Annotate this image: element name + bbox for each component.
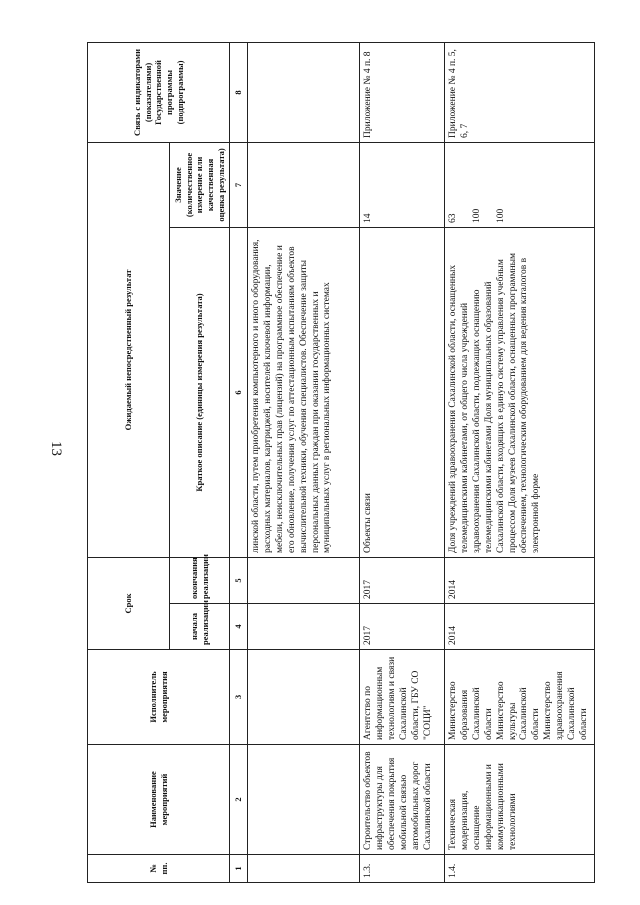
header-expected-value: Значение (количественное измерение или качественная оценка результата) xyxy=(170,142,230,227)
row-link: Приложение № 4 п. 5, 6, 7 xyxy=(445,42,595,142)
row-start: 2017 xyxy=(360,604,445,650)
row-name xyxy=(248,745,360,855)
header-expected: Ожидаемый непосредственный результат xyxy=(88,142,170,557)
column-number-row xyxy=(230,42,248,882)
header-term: Срок xyxy=(88,557,170,649)
row-start: 2014 xyxy=(445,604,595,650)
row-description: линской области, путем приобретения компьютерного и иного оборудования, расходных материалов, картриджей, носителей ключевой информации, мебели, неисключительных прав (лицензий) на программное обеспечение и его обновление, получения услуг по аттестационным испытаниям объектов вычислительной техники, обучения специалистов. Обеспечение защиты персональных данных граждан при оказании государственных и муниципальных услуг в региональных информационных системах xyxy=(248,227,360,557)
row-executor: Агентство по информационным технологиям и связи Сахалинской области, ГБУ СО "СОЦИ" xyxy=(360,650,445,745)
row-name: Строительство объектов инфраструктуры для обеспечения покрытия мобильной связью автомобильных дорог Сахалинской области xyxy=(360,745,445,855)
row-value: 63 100 100 xyxy=(445,142,595,227)
table-row xyxy=(445,42,595,882)
col-number: 6 xyxy=(230,227,248,557)
table-row xyxy=(360,42,445,882)
row-end: 2017 xyxy=(360,557,445,603)
rotated-table-sheet xyxy=(87,43,587,883)
row-value xyxy=(248,142,360,227)
header-term-start: начала реализации xyxy=(170,604,230,650)
row-num: 1.3. xyxy=(360,855,445,883)
header-term-end: окончания реализации xyxy=(170,557,230,603)
activities-table xyxy=(87,42,595,883)
header-executor: Исполнитель мероприятия xyxy=(88,650,230,745)
row-name: Техническая модернизация, оснащение информационными и коммуникационными технологиями xyxy=(445,745,595,855)
row-start xyxy=(248,604,360,650)
col-number: 2 xyxy=(230,745,248,855)
col-number: 5 xyxy=(230,557,248,603)
row-description: Доля учреждений здравоохранения Сахалинской области, оснащенных телемедицинскими кабинетами, от общего числа учреждений здравоохранения Сахалинской области, подлежащих оснащению телемедицинскими кабинетами Доля муниципальных образований Сахалинской области, входящих в единую систему управления учебным процессом Доля музеев Сахалинской области, оснащенных программным обеспечением, технологическим оборудованием для ведения каталогов в электронной форме xyxy=(445,227,595,557)
row-num: 1.4. xyxy=(445,855,595,883)
col-number: 8 xyxy=(230,42,248,142)
col-number: 3 xyxy=(230,650,248,745)
row-end: 2014 xyxy=(445,557,595,603)
header-link: Связь с индикаторами (показателями) Государственной программы (подпрограммы) xyxy=(88,42,230,142)
col-number: 4 xyxy=(230,604,248,650)
row-description: Объекты связи xyxy=(360,227,445,557)
header-expected-desc: Краткое описание (единицы измерения результата) xyxy=(170,227,230,557)
header-num: № пп. xyxy=(88,855,230,883)
header-name: Наименование мероприятий xyxy=(88,745,230,855)
row-link: Приложение № 4 п. 8 xyxy=(360,42,445,142)
row-link xyxy=(248,42,360,142)
row-executor xyxy=(248,650,360,745)
page-number: 13 xyxy=(48,441,64,456)
table-row xyxy=(248,42,360,882)
row-num xyxy=(248,855,360,883)
header-row xyxy=(88,42,170,882)
row-value: 14 xyxy=(360,142,445,227)
row-end xyxy=(248,557,360,603)
col-number: 1 xyxy=(230,855,248,883)
row-executor: Министерство образования Сахалинской области Министерство культуры Сахалинской области Министерство здравоохранения Сахалинской области xyxy=(445,650,595,745)
col-number: 7 xyxy=(230,142,248,227)
